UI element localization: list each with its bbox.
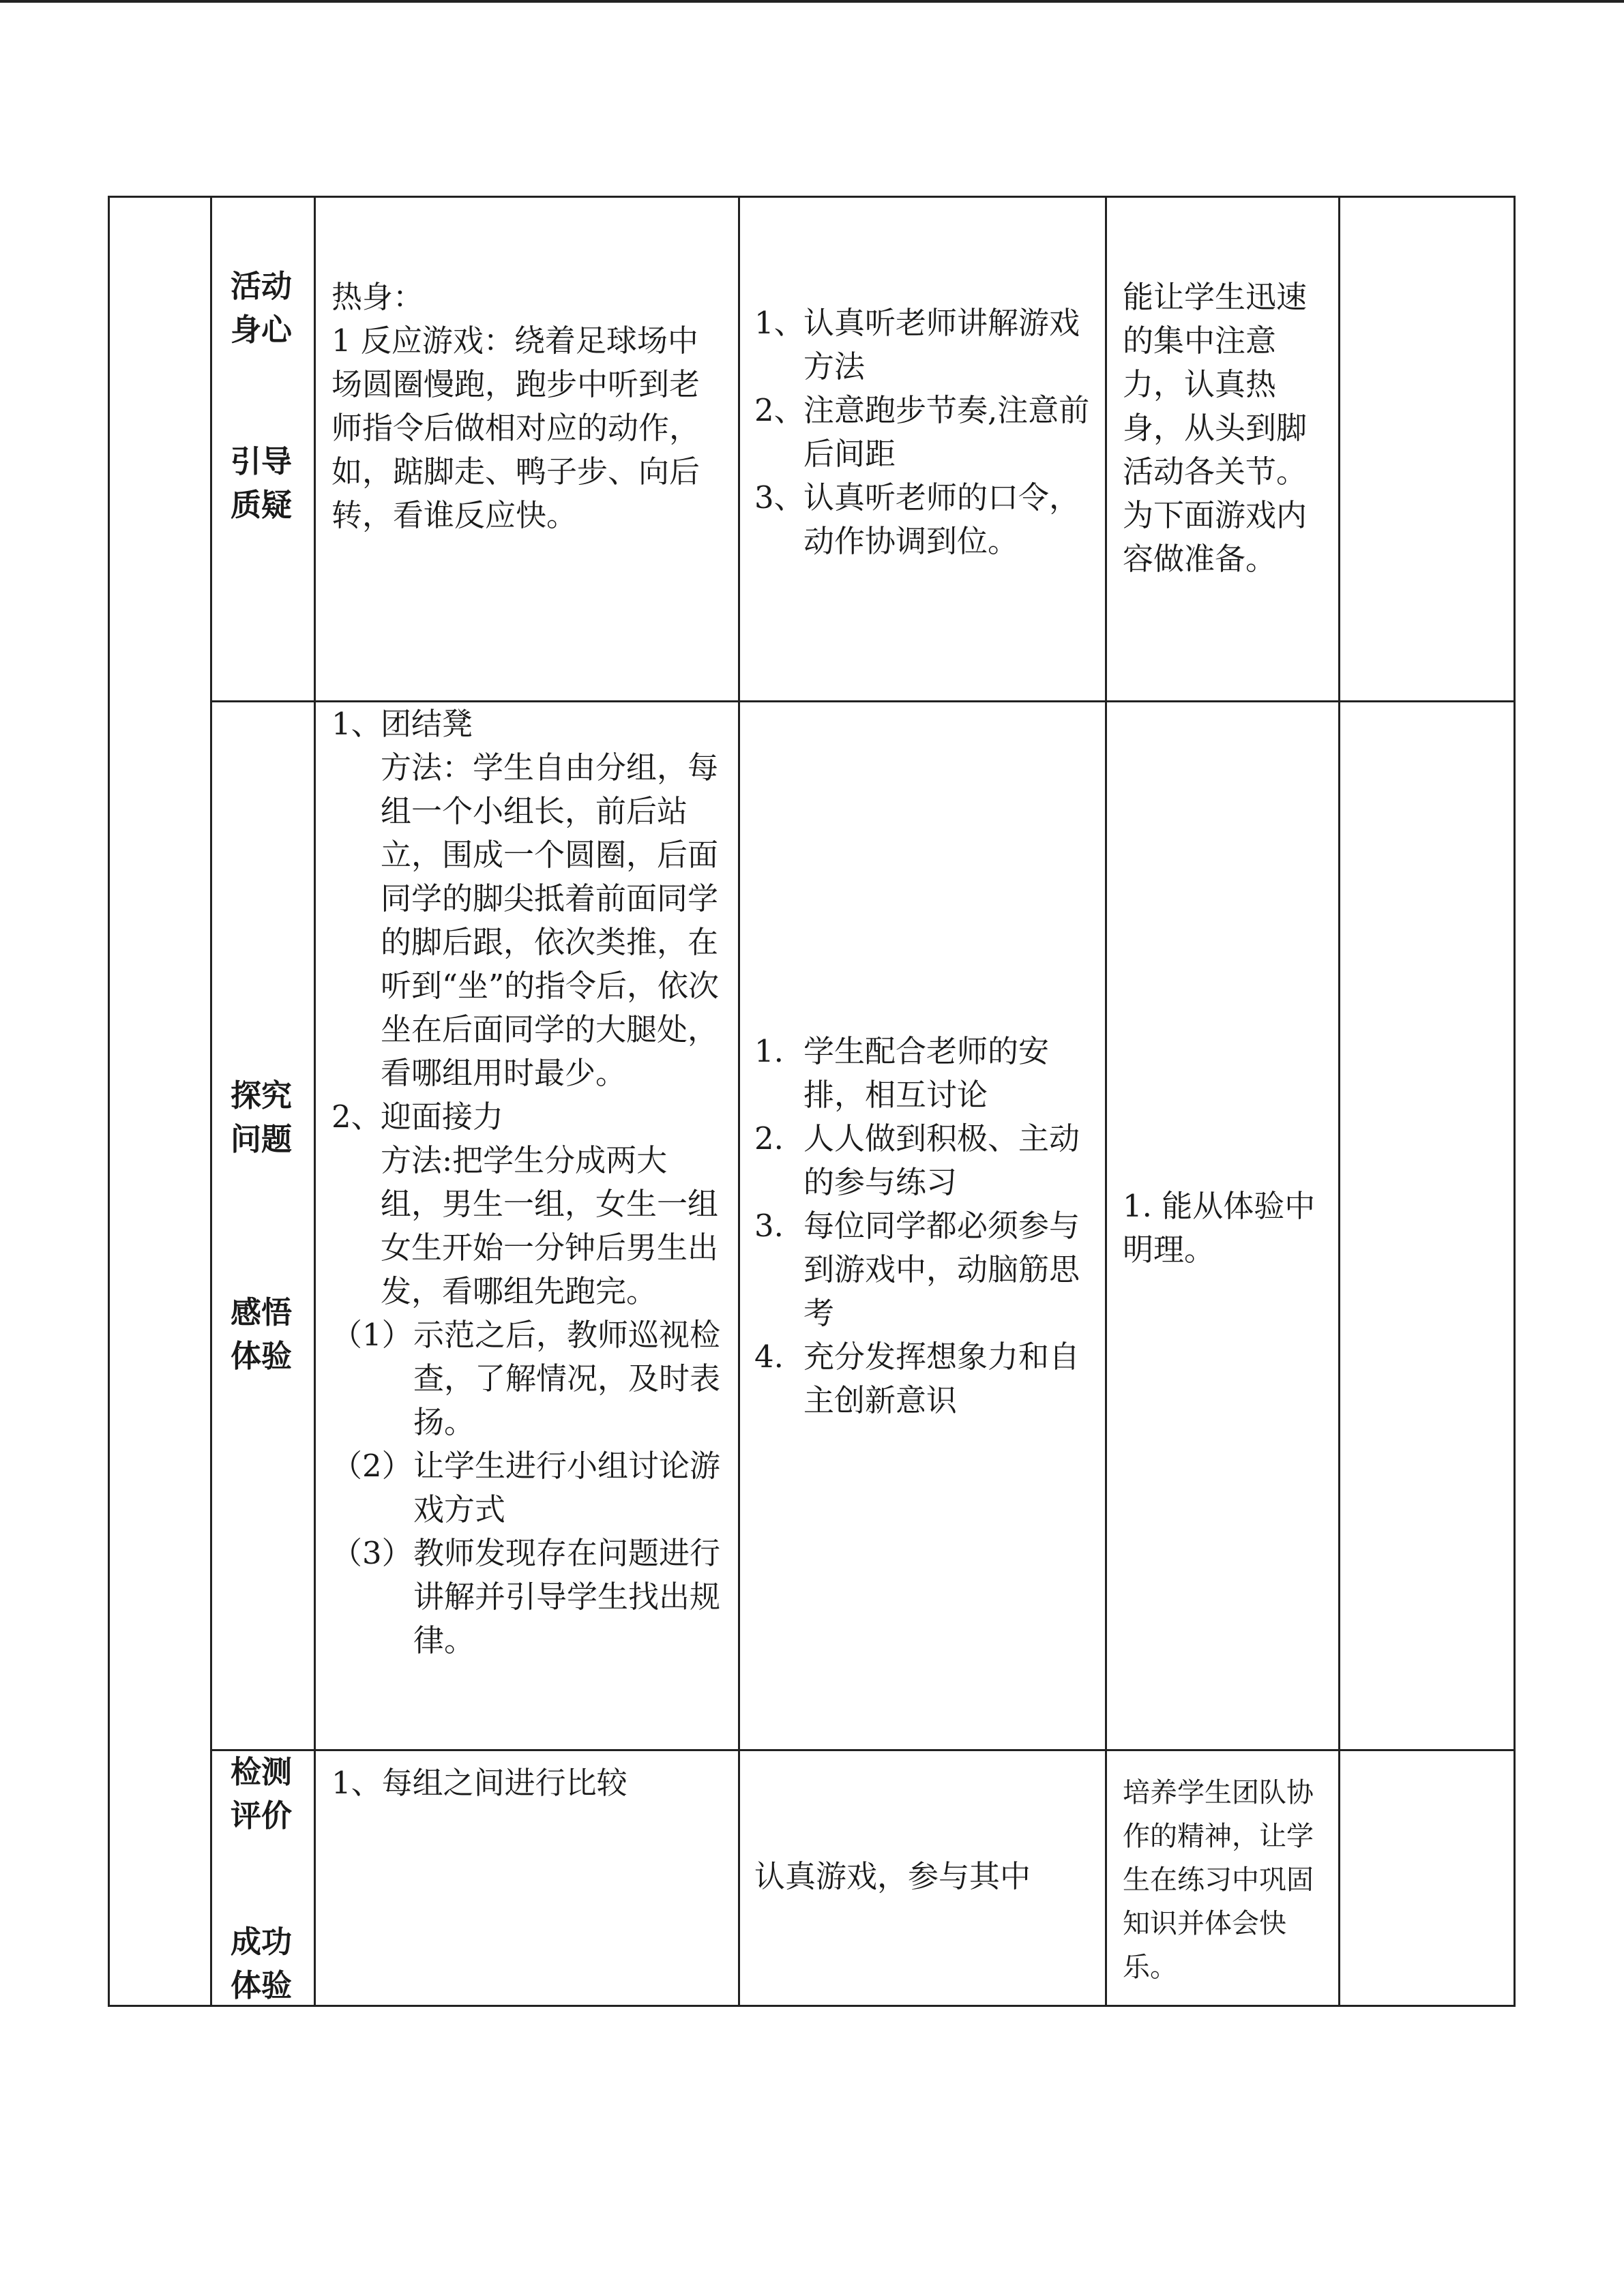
- list-item: （3） 教师发现存在问题进行讲解并引导学生找出规律。: [331, 1535, 721, 1658]
- row2-student: [754, 1030, 1095, 1422]
- row2-purpose: 1. 能从体验中明理。: [1123, 1188, 1316, 1268]
- list-item: 3、 认真听老师的口令，动作协调到位。: [754, 479, 1080, 559]
- col-line-4: [1105, 196, 1107, 2007]
- row2-content: [331, 702, 726, 1663]
- list-item: 1、 团结凳: [331, 706, 473, 742]
- list-item: （1） 示范之后，教师巡视检查，了解情况，及时表扬。: [331, 1317, 721, 1440]
- list-item: 2、 注意跑步节奏,注意前后间距: [754, 392, 1090, 472]
- col-line-6: [1514, 196, 1516, 2007]
- list-item: 1、 认真听老师讲解游戏方法: [754, 305, 1080, 385]
- row1-label-top: 活动 身心: [231, 268, 293, 348]
- row1-purpose: 能让学生迅速的集中注意力，认真热身，从头到脚活动各关节。为下面游戏内容做准备。: [1123, 279, 1308, 577]
- table-bottom-border: [108, 2005, 1516, 2007]
- row-divider-2: [210, 1749, 1516, 1751]
- row1-content-body: 1 反应游戏：绕着足球场中场圆圈慢跑，跑步中听到老师指令后做相对应的动作，如，踮脚走、鸭子步、向后转，看谁反应快。: [331, 323, 700, 533]
- row1-content-heading: 热身：: [331, 279, 424, 315]
- col-line-3: [738, 196, 740, 2007]
- row3-label-top: 检测 评价: [231, 1754, 293, 1834]
- item2-extra: 女生开始一分钟后男生出发，看哪组先跑完。: [381, 1229, 719, 1309]
- row1-content: [331, 275, 727, 537]
- list-item: 2、 迎面接力: [331, 1099, 504, 1135]
- row3-purpose: 培养学生团队协作的精神，让学生在练习中巩固知识并体会快乐。: [1123, 1777, 1314, 1983]
- col-line-2: [314, 196, 316, 2007]
- row3-content: 1、每组之间进行比较: [331, 1765, 628, 1801]
- row3-label-bottom: 成功 体验: [231, 1924, 293, 2003]
- item2-method: 方法:把学生分成两大组，男生一组，女生一组: [381, 1142, 719, 1222]
- list-item: （2） 让学生进行小组讨论游戏方式: [331, 1448, 721, 1527]
- col-line-5: [1338, 196, 1340, 2007]
- item1-method: 方法：学生自由分组，每组一个小组长，前后站立，围成一个圆圈，后面同学的脚尖抵着前面同学的脚后跟，依次类推，在听到“坐”的指令后，依次坐在后面同学的大腿处，看哪组用时最少。: [381, 749, 720, 1091]
- table-top-border: [108, 196, 1516, 198]
- list-item: 2. 人人做到积极、主动的参与练习: [754, 1120, 1080, 1200]
- row1-label-bottom: 引导 质疑: [231, 443, 293, 523]
- row2-label-bottom: 感悟 体验: [231, 1294, 293, 1374]
- list-item: 3. 每位同学都必须参与到游戏中，动脑筋思考: [754, 1208, 1080, 1331]
- row1-student: [754, 301, 1095, 563]
- list-item: 4. 充分发挥想象力和自主创新意识: [754, 1339, 1080, 1418]
- row3-student: 认真游戏，参与其中: [754, 1858, 1031, 1894]
- row2-label-top: 探究 问题: [231, 1077, 293, 1157]
- page-top-border: [0, 0, 1624, 3]
- col-line-0: [108, 196, 110, 2007]
- list-item: 1. 学生配合老师的安排，相互讨论: [754, 1033, 1050, 1113]
- col-line-1: [210, 196, 212, 2007]
